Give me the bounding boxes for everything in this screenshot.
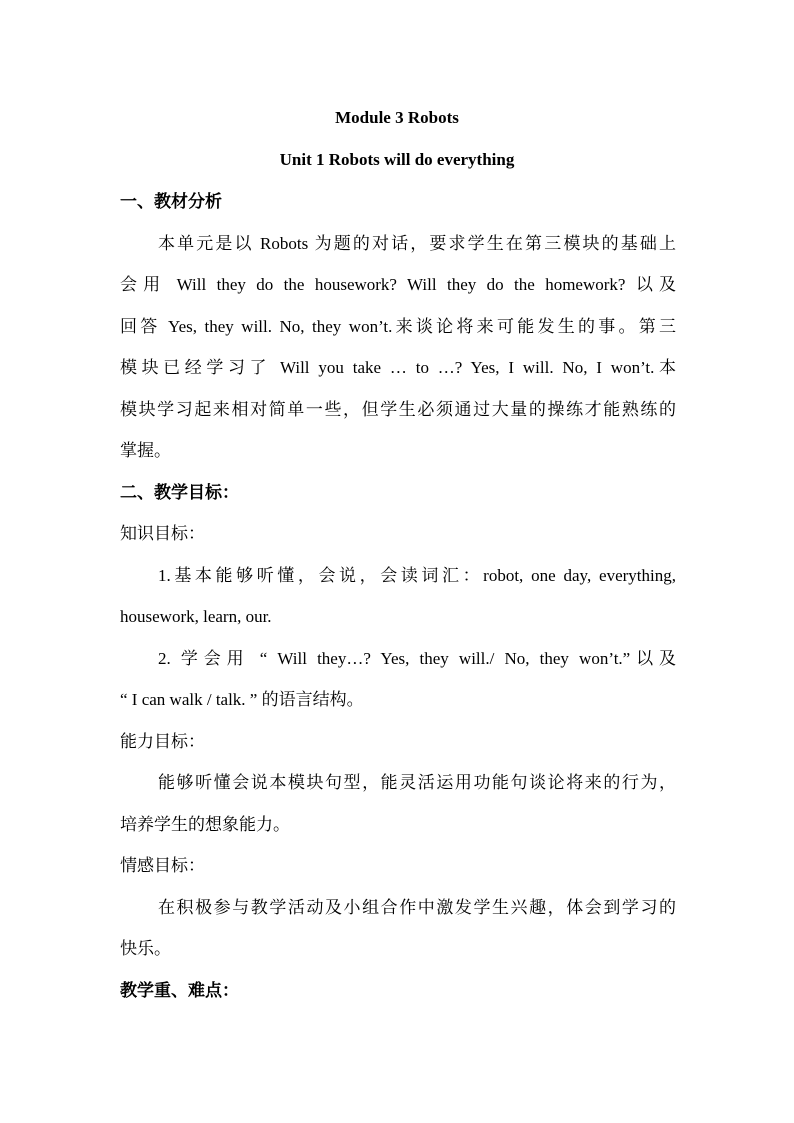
paragraph-line: 回答 Yes, they will. No, they won’t.来谈论将来可能发生的事。第三 <box>120 317 676 336</box>
paragraph-line: 培养学生的想象能力。 <box>120 815 290 834</box>
paragraph-line: 能够听懂会说本模块句型，能灵活运用功能句谈论将来的行为， <box>158 773 676 792</box>
section-heading-key-points: 教学重、难点： <box>120 981 239 1000</box>
paragraph-line: 模块已经学习了 Will you take … to …? Yes, I will. No, I won’t.本 <box>120 358 676 377</box>
doc-title: Module 3 Robots <box>335 108 459 127</box>
paragraph-line: 快乐。 <box>120 939 171 958</box>
paragraph-line: 2. 学会用 “ Will they…? Yes, they will./ No, they won’t.”以及 <box>158 649 676 668</box>
doc-subtitle: Unit 1 Robots will do everything <box>279 150 515 169</box>
subheading-knowledge: 知识目标： <box>120 524 205 543</box>
paragraph-line: housework, learn, our. <box>120 607 272 626</box>
subheading-ability: 能力目标： <box>120 732 205 751</box>
paragraph-line: 1.基本能够听懂，会说，会读词汇：robot, one day, everything, <box>158 566 676 585</box>
paragraph-line: 会用 Will they do the housework? Will they do the homework? 以及 <box>120 275 676 294</box>
paragraph-line: “ I can walk / talk. ” 的语言结构。 <box>120 690 364 709</box>
section-heading-objectives: 二、教学目标： <box>120 483 239 502</box>
paragraph-line: 模块学习起来相对简单一些，但学生必须通过大量的操练才能熟练的 <box>120 400 676 419</box>
subheading-emotion: 情感目标： <box>120 856 205 875</box>
paragraph-line: 掌握。 <box>120 441 171 460</box>
paragraph-line: 在积极参与教学活动及小组合作中激发学生兴趣，体会到学习的 <box>158 898 676 917</box>
section-heading-analysis: 一、教材分析 <box>120 192 222 211</box>
paragraph-line: 本单元是以 Robots 为题的对话，要求学生在第三模块的基础上 <box>158 234 676 253</box>
